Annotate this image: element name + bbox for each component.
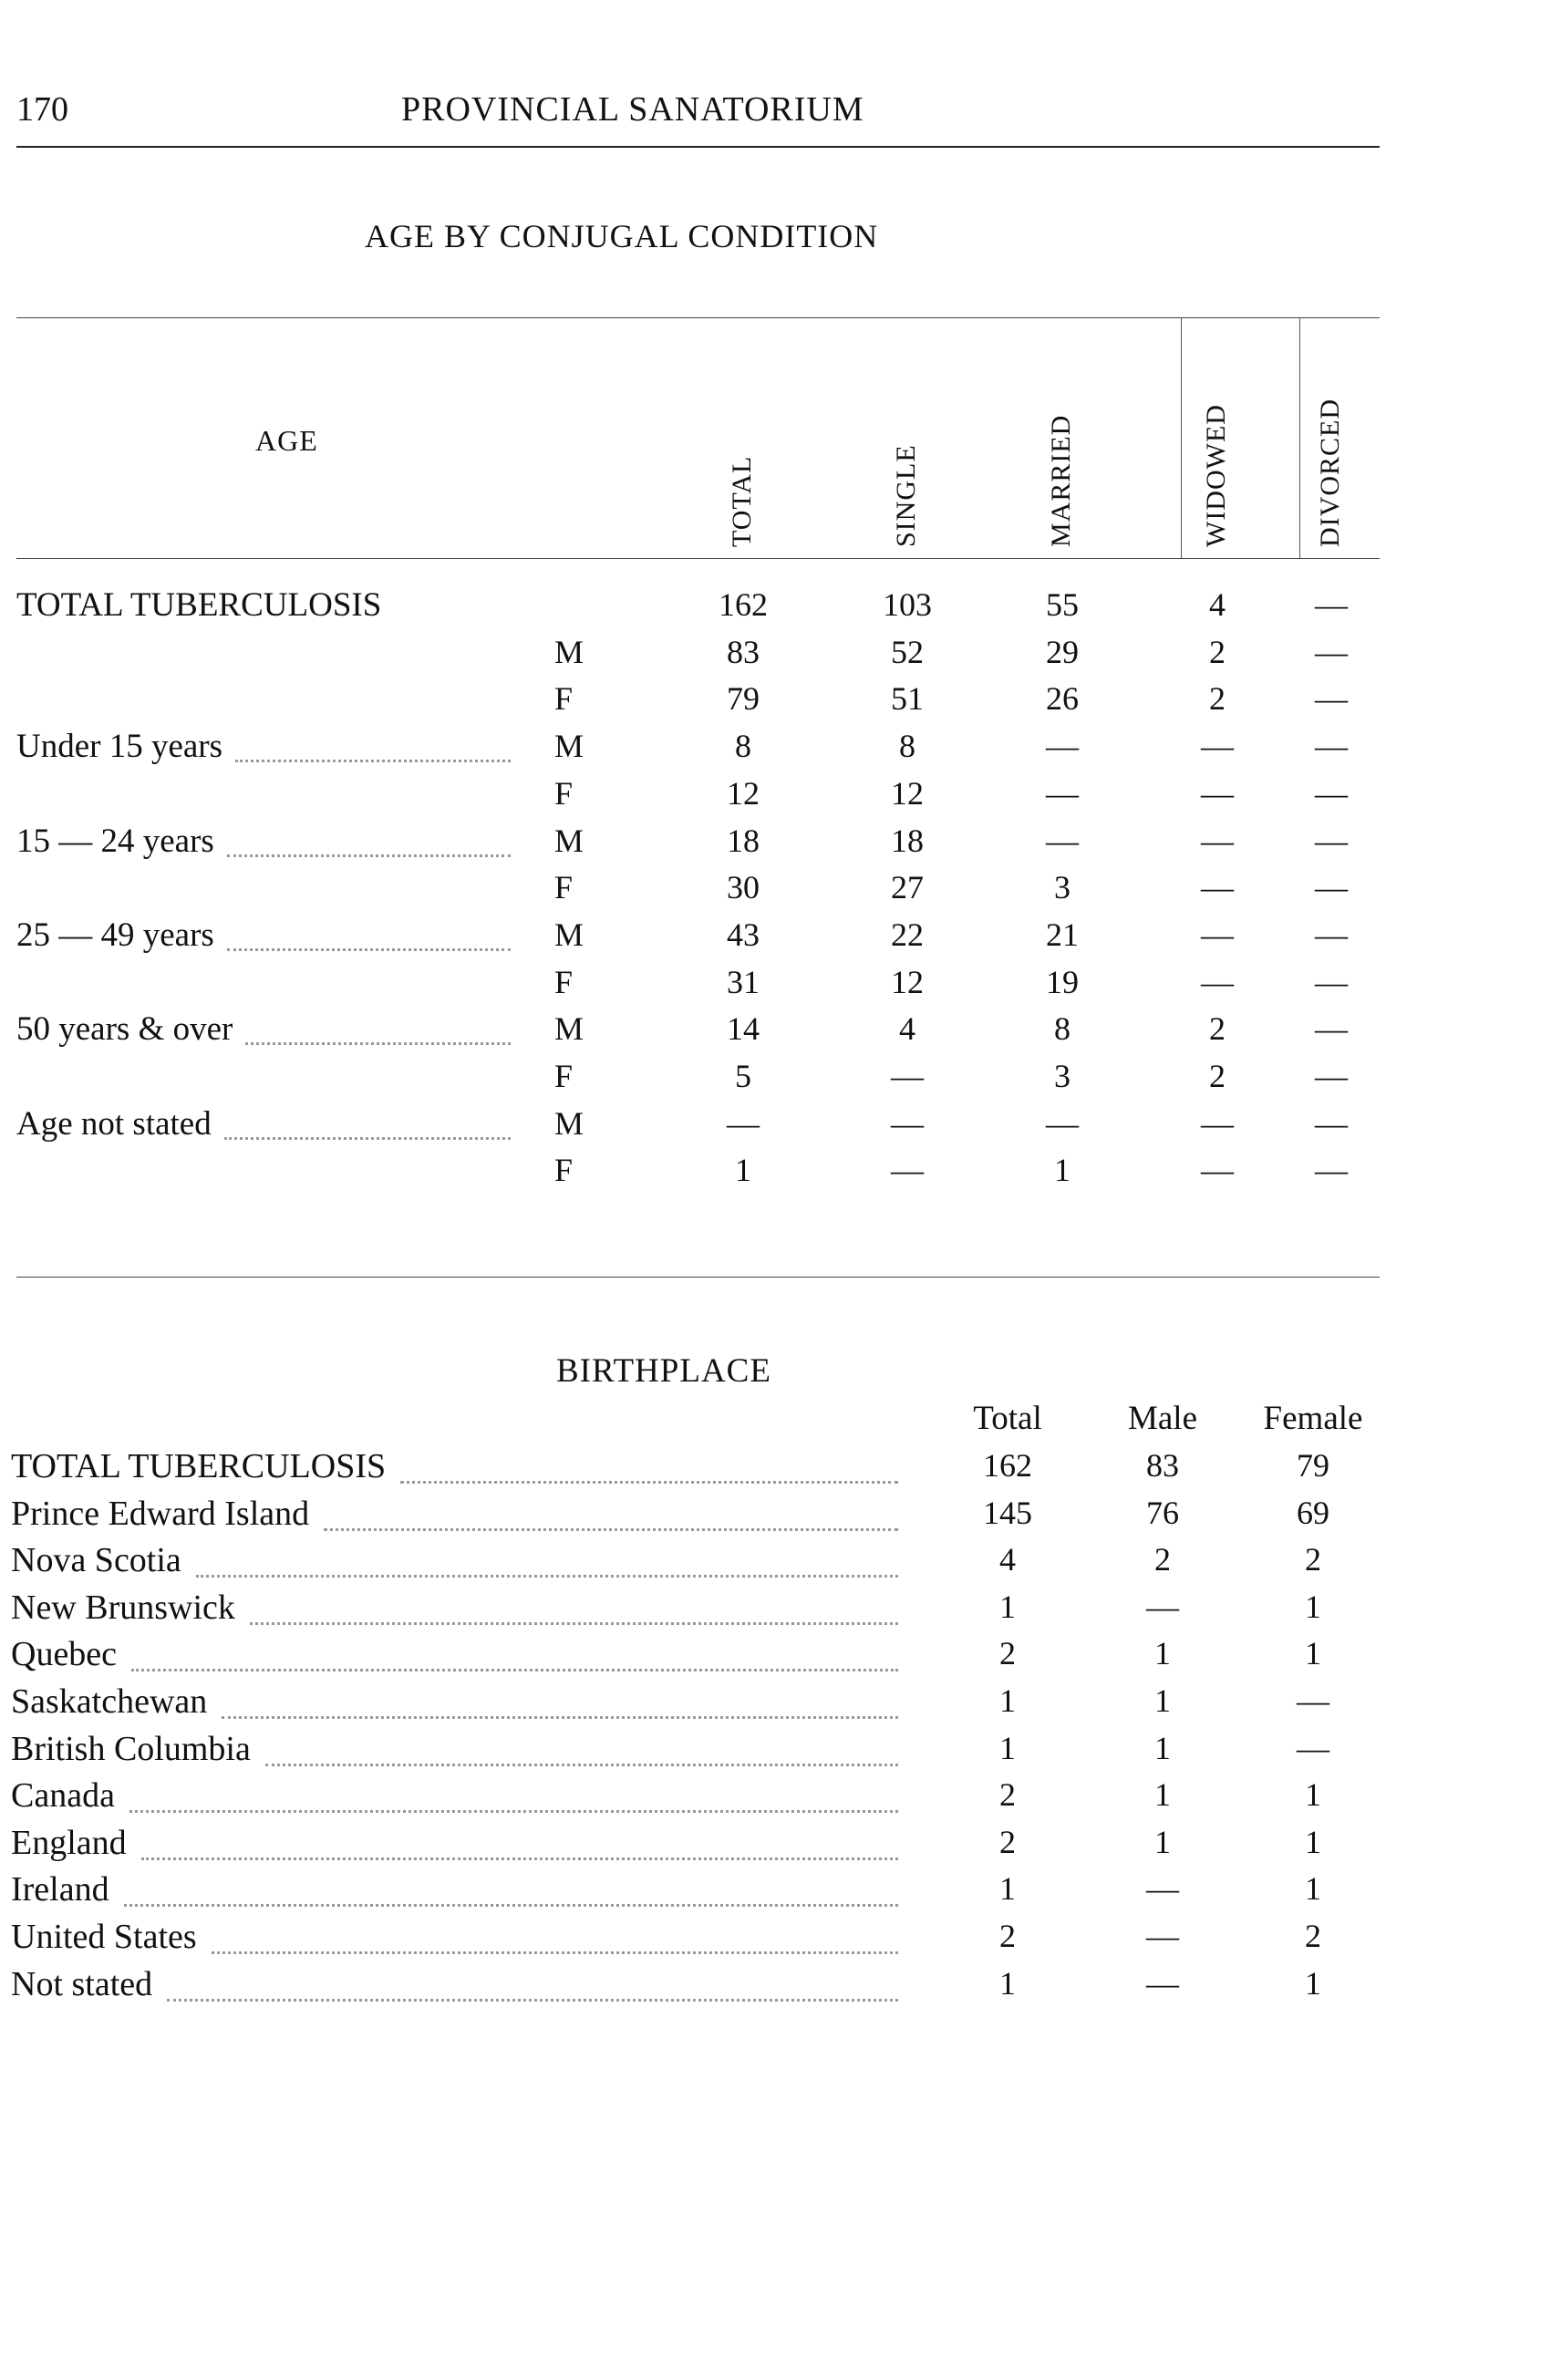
cell-divorced: — bbox=[1315, 680, 1348, 718]
birthplace-label: British Columbia bbox=[11, 1729, 251, 1768]
cell-single: 22 bbox=[891, 916, 924, 953]
cell-male: 1 bbox=[1154, 1729, 1171, 1766]
cell-total: 18 bbox=[727, 822, 760, 859]
cell-male: — bbox=[1146, 1918, 1179, 1954]
cell-widowed: 4 bbox=[1209, 586, 1226, 623]
column-divider bbox=[1181, 317, 1182, 558]
cell-married: 21 bbox=[1046, 916, 1079, 953]
cell-female: 1 bbox=[1305, 1823, 1321, 1860]
cell-widowed: — bbox=[1201, 774, 1234, 812]
cell-single: 51 bbox=[891, 680, 924, 718]
cell-single: 103 bbox=[883, 586, 932, 623]
cell-female: 1 bbox=[1305, 1964, 1321, 2002]
birthplace-label: Canada bbox=[11, 1776, 115, 1816]
column-header-male: Male bbox=[1127, 1400, 1198, 1437]
age-group-label: 25 — 49 years bbox=[16, 916, 214, 954]
cell-single: — bbox=[891, 1104, 924, 1142]
cell-total: 1 bbox=[999, 1870, 1016, 1908]
cell-female: — bbox=[1297, 1729, 1329, 1766]
leader-dots bbox=[265, 1764, 898, 1766]
cell-single: 12 bbox=[891, 963, 924, 1000]
cell-female: 2 bbox=[1305, 1918, 1321, 1954]
cell-total: 145 bbox=[983, 1494, 1032, 1531]
column-header-total: Total bbox=[973, 1400, 1042, 1437]
cell-widowed: — bbox=[1201, 1104, 1234, 1142]
cell-widowed: — bbox=[1201, 822, 1234, 859]
cell-married: 8 bbox=[1054, 1010, 1070, 1048]
cell-widowed: — bbox=[1201, 963, 1234, 1000]
cell-total: 1 bbox=[735, 1152, 751, 1189]
leader-dots bbox=[222, 1716, 898, 1719]
cell-widowed: — bbox=[1201, 1152, 1234, 1189]
sex-label: F bbox=[554, 1058, 574, 1094]
cell-divorced: — bbox=[1315, 963, 1348, 1000]
cell-divorced: — bbox=[1315, 1152, 1348, 1189]
cell-total: 8 bbox=[735, 728, 751, 765]
birthplace-label: England bbox=[11, 1823, 127, 1862]
leader-dots bbox=[400, 1481, 898, 1484]
cell-married: 3 bbox=[1054, 869, 1070, 906]
cell-married: — bbox=[1046, 774, 1079, 812]
cell-married: 19 bbox=[1046, 963, 1079, 1000]
sex-label: F bbox=[554, 680, 574, 718]
column-divider bbox=[1299, 317, 1300, 558]
cell-male: 76 bbox=[1146, 1494, 1179, 1531]
cell-female: 1 bbox=[1305, 1870, 1321, 1908]
cell-total: 12 bbox=[727, 774, 760, 812]
cell-single: 12 bbox=[891, 774, 924, 812]
cell-total: 162 bbox=[983, 1447, 1032, 1484]
cell-total: 1 bbox=[999, 1682, 1016, 1719]
running-head: PROVINCIAL SANATORIUM bbox=[401, 90, 864, 129]
cell-female: 1 bbox=[1305, 1776, 1321, 1814]
cell-male: 1 bbox=[1154, 1682, 1171, 1719]
cell-male: 1 bbox=[1154, 1823, 1171, 1860]
cell-single: — bbox=[891, 1058, 924, 1094]
leader-dots bbox=[324, 1528, 898, 1531]
cell-total: 5 bbox=[735, 1058, 751, 1094]
leader-dots bbox=[124, 1904, 898, 1907]
cell-divorced: — bbox=[1315, 869, 1348, 906]
cell-divorced: — bbox=[1315, 1058, 1348, 1094]
cell-total: 2 bbox=[999, 1918, 1016, 1954]
cell-widowed: — bbox=[1201, 869, 1234, 906]
cell-married: 1 bbox=[1054, 1152, 1070, 1189]
cell-total: 79 bbox=[727, 680, 760, 718]
cell-widowed: — bbox=[1201, 728, 1234, 765]
cell-divorced: — bbox=[1315, 822, 1348, 859]
cell-male: — bbox=[1146, 1588, 1179, 1625]
column-header-widowed: WIDOWED bbox=[1201, 404, 1231, 547]
cell-single: 18 bbox=[891, 822, 924, 859]
cell-married: 29 bbox=[1046, 633, 1079, 670]
cell-divorced: — bbox=[1315, 633, 1348, 670]
cell-male: — bbox=[1146, 1870, 1179, 1908]
conjugal-top-rule bbox=[16, 317, 1380, 318]
cell-single: — bbox=[891, 1152, 924, 1189]
leader-dots bbox=[250, 1622, 898, 1625]
cell-divorced: — bbox=[1315, 774, 1348, 812]
cell-widowed: 2 bbox=[1209, 1058, 1226, 1094]
cell-total: 162 bbox=[719, 586, 768, 623]
cell-male: — bbox=[1146, 1964, 1179, 2002]
cell-married: 26 bbox=[1046, 680, 1079, 718]
header-rule bbox=[16, 146, 1380, 148]
cell-divorced: — bbox=[1315, 586, 1348, 623]
cell-single: 52 bbox=[891, 633, 924, 670]
cell-married: — bbox=[1046, 822, 1079, 859]
conjugal-header-rule bbox=[16, 558, 1380, 559]
cell-total: 1 bbox=[999, 1588, 1016, 1625]
leader-dots bbox=[227, 948, 511, 951]
cell-female: 1 bbox=[1305, 1635, 1321, 1672]
cell-total: — bbox=[727, 1104, 760, 1142]
page-number: 170 bbox=[16, 90, 68, 129]
cell-single: 27 bbox=[891, 869, 924, 906]
cell-widowed: 2 bbox=[1209, 633, 1226, 670]
cell-widowed: 2 bbox=[1209, 1010, 1226, 1048]
sex-label: F bbox=[554, 963, 574, 1000]
cell-male: 1 bbox=[1154, 1635, 1171, 1672]
cell-total: 2 bbox=[999, 1776, 1016, 1814]
leader-dots bbox=[196, 1575, 898, 1578]
cell-total: 1 bbox=[999, 1729, 1016, 1766]
age-group-label: Age not stated bbox=[16, 1104, 212, 1143]
birthplace-label: Saskatchewan bbox=[11, 1682, 208, 1721]
leader-dots bbox=[227, 854, 511, 857]
cell-married: 55 bbox=[1046, 586, 1079, 623]
column-header-married: MARRIED bbox=[1046, 414, 1076, 547]
leader-dots bbox=[224, 1137, 511, 1140]
leader-dots bbox=[167, 1999, 898, 2002]
cell-total: 83 bbox=[727, 633, 760, 670]
leader-dots bbox=[245, 1042, 511, 1045]
sex-label: F bbox=[554, 774, 574, 812]
sex-label: M bbox=[554, 822, 584, 859]
birthplace-label: United States bbox=[11, 1918, 197, 1956]
sex-label: M bbox=[554, 728, 584, 765]
section-rule bbox=[16, 1277, 1380, 1278]
sex-label: F bbox=[554, 869, 574, 906]
birthplace-label: Quebec bbox=[11, 1635, 118, 1674]
cell-female: 79 bbox=[1297, 1447, 1329, 1484]
column-header-female: Female bbox=[1263, 1400, 1363, 1437]
conjugal-table-title: AGE BY CONJUGAL CONDITION bbox=[365, 218, 879, 254]
cell-single: 4 bbox=[899, 1010, 915, 1048]
leader-dots bbox=[212, 1951, 898, 1954]
cell-divorced: — bbox=[1315, 916, 1348, 953]
age-group-label: TOTAL TUBERCULOSIS bbox=[16, 586, 382, 624]
cell-total: 14 bbox=[727, 1010, 760, 1048]
age-group-label: Under 15 years bbox=[16, 728, 223, 766]
birthplace-label: Not stated bbox=[11, 1964, 153, 2003]
cell-married: 3 bbox=[1054, 1058, 1070, 1094]
cell-total: 4 bbox=[999, 1541, 1016, 1578]
cell-female: 1 bbox=[1305, 1588, 1321, 1625]
cell-total: 1 bbox=[999, 1964, 1016, 2002]
leader-dots bbox=[235, 760, 511, 762]
cell-divorced: — bbox=[1315, 728, 1348, 765]
age-group-label: 50 years & over bbox=[16, 1010, 233, 1049]
sex-label: M bbox=[554, 1104, 584, 1142]
cell-male: 83 bbox=[1146, 1447, 1179, 1484]
cell-female: — bbox=[1297, 1682, 1329, 1719]
sex-label: F bbox=[554, 1152, 574, 1189]
cell-total: 2 bbox=[999, 1635, 1016, 1672]
birthplace-label: New Brunswick bbox=[11, 1588, 235, 1627]
sex-label: M bbox=[554, 633, 584, 670]
cell-female: 69 bbox=[1297, 1494, 1329, 1531]
age-column-header: AGE bbox=[255, 424, 318, 457]
cell-total: 31 bbox=[727, 963, 760, 1000]
sex-label: M bbox=[554, 1010, 584, 1048]
birthplace-label: Nova Scotia bbox=[11, 1541, 181, 1580]
cell-male: 1 bbox=[1154, 1776, 1171, 1814]
cell-total: 43 bbox=[727, 916, 760, 953]
cell-total: 30 bbox=[727, 869, 760, 906]
cell-total: 2 bbox=[999, 1823, 1016, 1860]
column-header-single: SINGLE bbox=[891, 444, 921, 547]
column-header-divorced: DIVORCED bbox=[1315, 398, 1345, 547]
cell-female: 2 bbox=[1305, 1541, 1321, 1578]
birthplace-label: Prince Edward Island bbox=[11, 1494, 310, 1533]
cell-divorced: — bbox=[1315, 1104, 1348, 1142]
cell-male: 2 bbox=[1154, 1541, 1171, 1578]
cell-widowed: 2 bbox=[1209, 680, 1226, 718]
leader-dots bbox=[131, 1669, 898, 1671]
birthplace-table-title: BIRTHPLACE bbox=[556, 1352, 771, 1390]
cell-married: — bbox=[1046, 728, 1079, 765]
leader-dots bbox=[129, 1810, 898, 1813]
cell-widowed: — bbox=[1201, 916, 1234, 953]
cell-married: — bbox=[1046, 1104, 1079, 1142]
sex-label: M bbox=[554, 916, 584, 953]
cell-divorced: — bbox=[1315, 1010, 1348, 1048]
leader-dots bbox=[141, 1857, 898, 1860]
birthplace-label: Ireland bbox=[11, 1870, 109, 1909]
birthplace-label: TOTAL TUBERCULOSIS bbox=[11, 1447, 387, 1485]
cell-single: 8 bbox=[899, 728, 915, 765]
age-group-label: 15 — 24 years bbox=[16, 822, 214, 860]
column-header-total: TOTAL bbox=[727, 455, 757, 547]
